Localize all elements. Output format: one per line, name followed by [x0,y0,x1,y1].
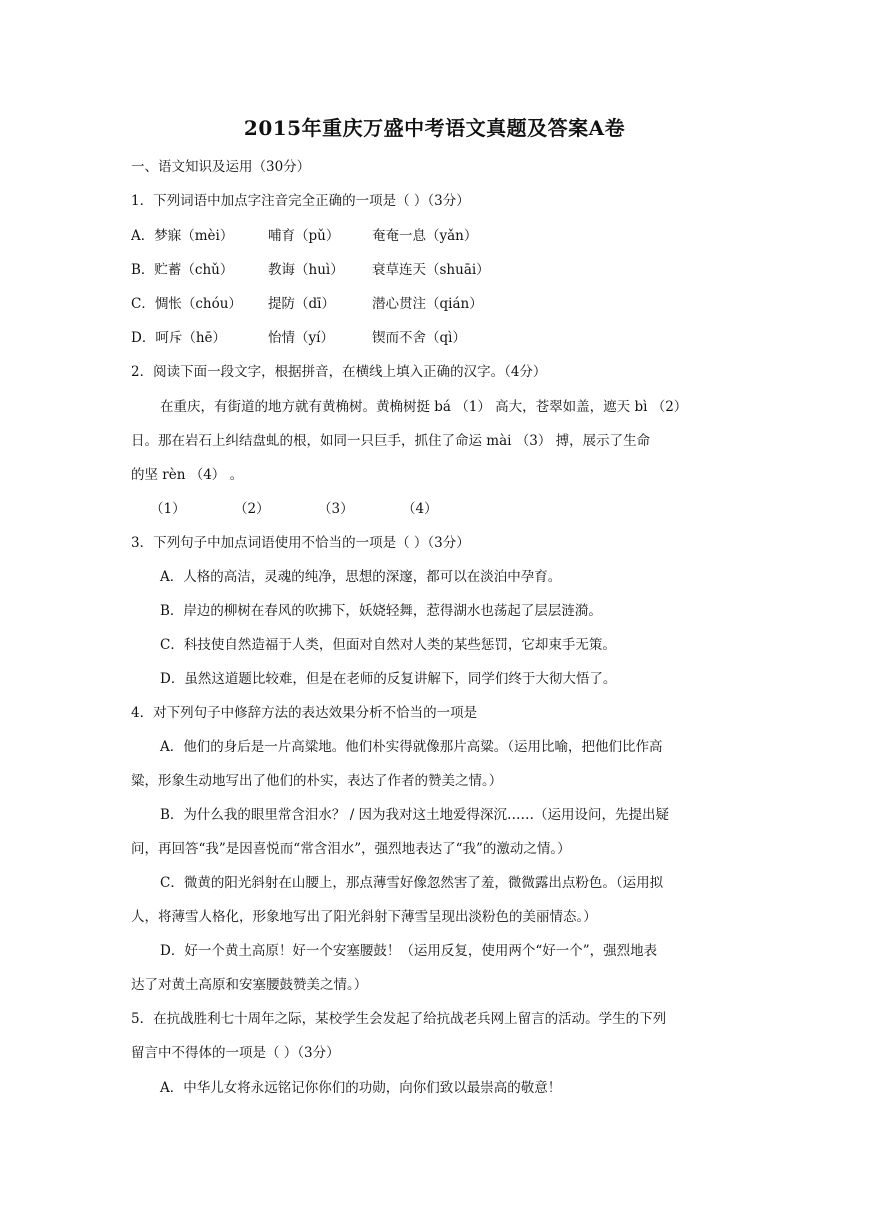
option-word: 奄奄一息（yǎn） [372,228,478,244]
question-3-option: D．虽然这道题比较难，但是在老师的反复讲解下，同学们终于大彻大悟了。 [160,671,617,687]
option-word: 哺育（pǔ） [268,228,340,244]
question-2-paragraph-line: 日。那在岩石上纠结盘虬的根，如同一只巨手，抓住了命运 mài （3） 搏，展示了生命 [131,433,651,449]
blank-label: （1） [150,501,186,517]
question-4-option-line: 问，再回答“我”是因喜悦而“常含泪水”，强烈地表达了“我”的激动之情。） [131,841,571,857]
question-4-option-line: 粱，形象生动地写出了他们的朴实，表达了作者的赞美之情。） [131,773,503,789]
option-word: 教诲（huì） [268,262,344,278]
option-word: 怡情（yí） [268,330,334,346]
question-3-stem: 3．下列句子中加点词语使用不恰当的一项是（ ）（3分） [131,535,470,551]
question-2-blanks [150,500,486,518]
question-3-option: B．岸边的柳树在春风的吹拂下，妖娆轻舞，惹得湖水也荡起了层层涟漪。 [160,603,602,619]
blank-label: （2） [234,501,270,517]
blank-label: （3） [318,501,354,517]
document-title: 2015年重庆万盛中考语文真题及答案A卷 [243,116,626,140]
question-4-option-line: A．他们的身后是一片高粱地。他们朴实得就像那片高粱。（运用比喻，把他们比作高 [160,739,663,755]
option-word: D．呵斥（hē） [131,330,227,346]
question-4-option-line: 人，将薄雪人格化，形象地写出了阳光斜射下薄雪呈现出淡粉色的美丽情态。） [131,909,597,925]
question-1-option-d [131,329,466,347]
question-4-option-line: B．为什么我的眼里常含泪水？ / 因为我对这土地爱得深沉……（运用设问，先提出疑 [160,807,670,823]
question-1-option-c [131,295,483,313]
blank-label: （4） [402,501,438,517]
question-4-stem: 4．对下列句子中修辞方法的表达效果分析不恰当的一项是 [131,705,478,721]
question-4-option-line: 达了对黄土高原和安塞腰鼓赞美之情。） [131,977,368,993]
question-3-option: C．科技使自然造福于人类，但面对自然对人类的某些惩罚，它却束手无策。 [160,637,616,653]
option-word: B．贮蓄（chǔ） [131,262,234,278]
option-word: 潜心贯注（qián） [372,296,483,312]
question-5-stem: 5．在抗战胜利七十周年之际，某校学生会发起了给抗战老兵网上留言的活动。学生的下列 [131,1011,667,1027]
question-2-paragraph-line: 的坚 rèn （4） 。 [131,467,244,483]
option-word: 提防（dī） [268,296,335,312]
option-word: C．惆怅（chóu） [131,296,242,312]
question-1-stem: 1．下列词语中加点字注音完全正确的一项是（ ）（3分） [131,193,470,209]
question-2-paragraph-line: 在重庆，有街道的地方就有黄桷树。黄桷树挺 bá （1） 高大，苍翠如盖，遮天 bì （2） [160,399,688,415]
question-4-option-line: D．好一个黄土高原！好一个安塞腰鼓！（运用反复，使用两个“好一个”，强烈地表 [160,943,658,959]
option-word: 锲而不舍（qì） [372,330,466,346]
option-word: A．梦寐（mèi） [131,228,234,244]
question-3-option: A．人格的高洁，灵魂的纯净，思想的深邃，都可以在淡泊中孕育。 [160,569,562,585]
question-4-option-line: C．微黄的阳光斜射在山腰上，那点薄雪好像忽然害了羞，微微露出点粉色。（运用拟 [160,875,664,891]
option-word: 衰草连天（shuāi） [372,262,490,278]
question-1-option-b [131,261,490,279]
question-5-option: A．中华儿女将永远铭记你你们的功勋，向你们致以最崇高的敬意！ [160,1080,562,1096]
question-1-option-a [131,227,477,245]
question-5-stem: 留言中不得体的一项是（ ）（3分） [131,1045,340,1061]
question-2-stem: 2．阅读下面一段文字，根据拼音，在横线上填入正确的汉字。（4分） [131,364,547,380]
section-heading: 一、语文知识及运用（30分） [131,159,311,175]
